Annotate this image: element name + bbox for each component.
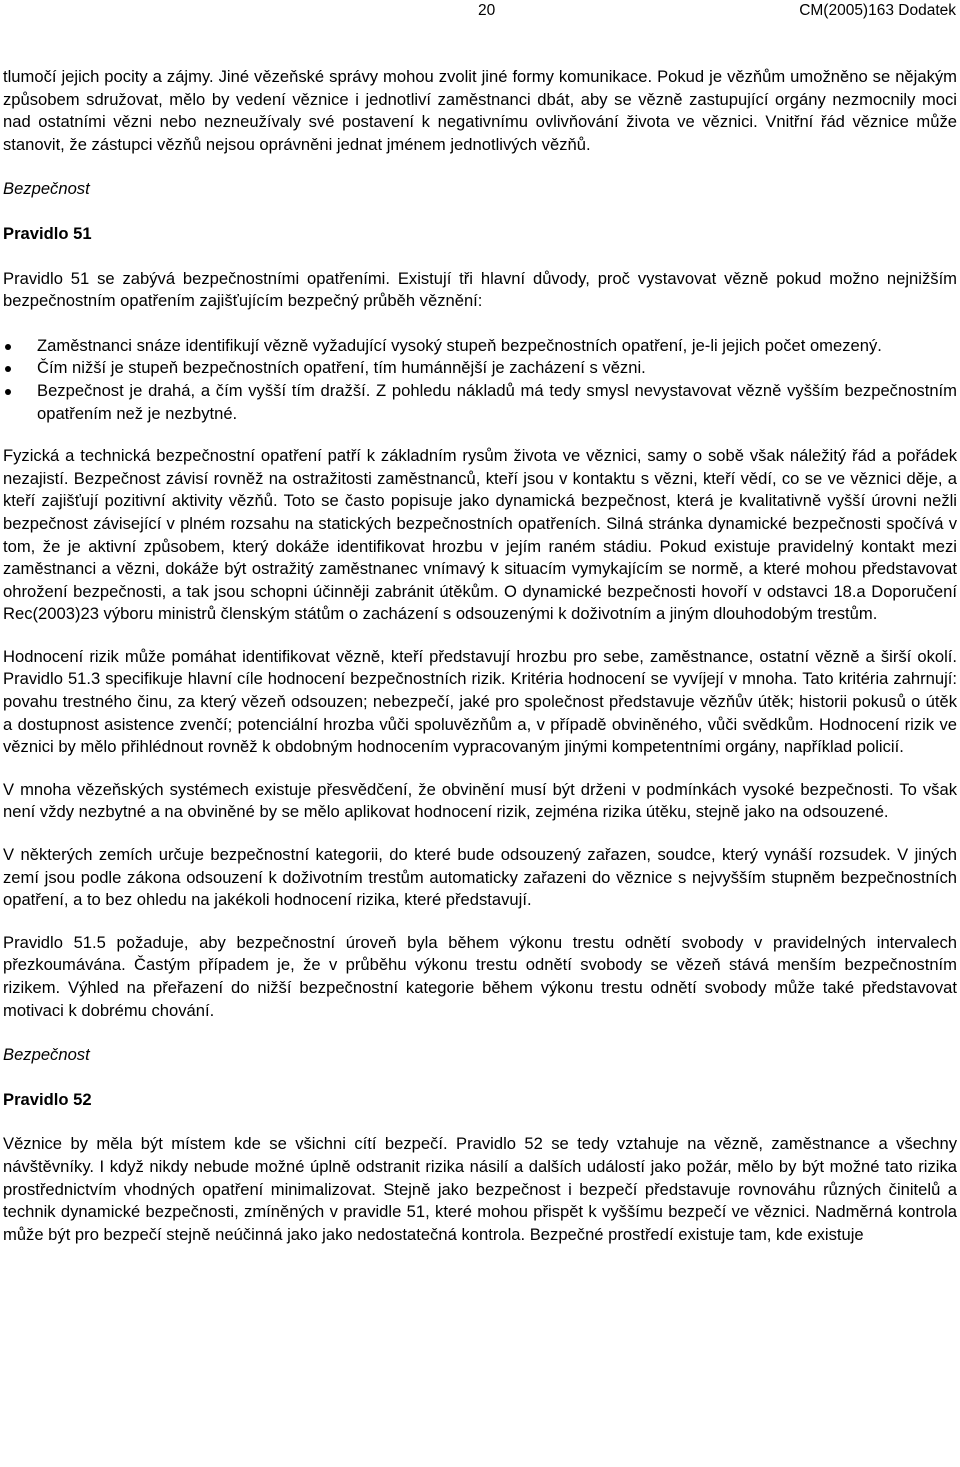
paragraph-risk-assessment: Hodnocení rizik může pomáhat identifikovat vězně, kteří představují hrozbu pro sebe, zaměstnance, ostatní vězně a širší okolí. Pravidlo 51.3 specifikuje hlavní cíle hodnocení bezpečnostních rizik. Kritéria hodnocení se vyvíjejí v mnoha. Tato kritéria zahrnují: povahu trestného činu, za který vězeň odsouzen; nebezpečí, jaké pro společnost představuje vězňův útěk; historii pokusů o útěk a dostupnost asistence zvenčí; potenciální hrozba vůči spoluvězňům a, v případě obviněného, vůči svědkům. Hodnocení rizik ve věznici by mělo přihlédnout rovněž k obdobným hodnocením vypracovaným jinými kompetentními orgány, například policií. [3, 646, 957, 757]
paragraph-security-category: V některých zemích určuje bezpečnostní kategorii, do které bude odsouzený zařazen, soudce, který vynáší rozsudek. V jiných zemí jsou podle zákona odsouzení k doživotním trestům automaticky zařazeni do věznice s nejvyšším stupněm bezpečnostních opatření, a to bez ohledu na jakékoli hodnocení rizika, které představují. [3, 845, 957, 910]
section-label-safety: Bezpečnost [3, 1045, 90, 1065]
list-item-text: Čím nižší je stupeň bezpečnostních opatření, tím humánnější je zacházení s vězni. [37, 358, 646, 378]
paragraph-representation: tlumočí jejich pocity a zájmy. Jiné vězeňské správy mohou zvolit jiné formy komunikace. Pokud je vězňům umožněno se nějakým způsobem sdružovat, mělo by vedení věznice i jednotliví zaměstnanci dbát, aby se vězně zastupující orgány nezmocnily moci nad ostatními vězni nebo nezneužívaly své postavení k negativnímu ovlivňování života ve věznici. Vnitřní řád věznice může stanovit, že zástupci vězňů nejsou oprávněni jednat jménem jednotlivých vězňů. [3, 67, 957, 154]
list-item [3, 380, 957, 425]
reasons-list [3, 335, 957, 425]
list-item-text: Bezpečnost je drahá, a čím vyšší tím dražší. Z pohledu nákladů má tedy smysl nevystavovat vězně vyšším bezpečnostním opatřením než je nezbytné. [37, 380, 957, 423]
rule-51-heading: Pravidlo 51 [3, 223, 92, 243]
bullet-icon [5, 366, 11, 372]
list-item-text: Zaměstnanci snáze identifikují vězně vyžadující vysoký stupeň bezpečnostních opatření, je-li jejich počet omezený. [37, 335, 882, 355]
bullet-icon [5, 389, 11, 395]
paragraph-dynamic-security: Fyzická a technická bezpečnostní opatření patří k základním rysům života ve věznici, samy o sobě však náležitý řád a pořádek nezajistí. Bezpečnost závisí rovněž na ostražitosti zaměstnanců, kteří jsou v kontaktu s vězni, kteří vědí, co se ve věznici děje, a kteří zajišťují pozitivní aktivity vězňů. Toto se často popisuje jako dynamická bezpečnost, která je kvalitativně vyšší úrovni nežli bezpečnost závisející v plném rozsahu na statických bezpečnostních opatřeních. Silná stránka dynamické bezpečnosti spočívá v tom, že je aktivní způsobem, který dokáže identifikovat hrozbu v jejím raném stádiu. Pokud existuje pravidelný kontakt mezi zaměstnanci a vězni, dokáže být ostražitý zaměstnanec vnímavý k situacím vymykajícím se normě, a které mohou představovat ohrožení bezpečnosti, a tak jsou schopni účinněji zabránit útěkům. O dynamické bezpečnosti hovoří v odstavci 18.a Doporučení Rec(2003)23 výboru ministrů členským státům o zacházení s odsouzenými k doživotním a jiným dlouhodobým trestům. [3, 446, 957, 624]
list-item [3, 357, 957, 380]
document-body [3, 66, 957, 1246]
paragraph-rule-51-intro: Pravidlo 51 se zabývá bezpečnostními opatřeními. Existují tři hlavní důvody, proč vystavovat vězně pokud možno nejnižším bezpečnostním opatřením zajišťujícím bezpečný průběh věznění: [3, 268, 957, 311]
bullet-icon [5, 344, 11, 350]
paragraph-accused-detention: V mnoha vězeňských systémech existuje přesvědčení, že obvinění musí být drženi v podmínkách vysoké bezpečnosti. To však není vždy nezbytné a na obviněné by se mělo aplikovat hodnocení rizik, zejména rizika útěku, stejně jako na odsouzené. [3, 779, 957, 822]
rule-52-heading: Pravidlo 52 [3, 1089, 92, 1109]
page-number: 20 [478, 2, 496, 19]
paragraph-rule-52: Věznice by měla být místem kde se všichni cítí bezpečí. Pravidlo 52 se tedy vztahuje na vězně, zaměstnance a všechny návštěvníky. I když nikdy nebude možné úplně odstranit rizika násilí a dalších událostí jako požár, mělo by být možné tato rizika prostřednictvím vhodných opatření minimalizovat. Stejně jako bezpečnost i bezpečí představuje rovnováhu různých činitelů a technik dynamické bezpečnosti, zmíněných v pravidle 51, které mohou přispět k vyššímu bezpečí ve věznici. Nadměrná kontrola může být pro bezpečí stejně neúčinná jako jako nedostatečná kontrola. Bezpečné prostředí existuje tam, kde existuje [3, 1134, 957, 1244]
page-header [0, 0, 960, 28]
list-item [3, 335, 957, 358]
document-reference: CM(2005)163 Dodatek [799, 2, 956, 19]
paragraph-rule-51-5: Pravidlo 51.5 požaduje, aby bezpečnostní úroveň byla během výkonu trestu odnětí svobody v pravidelných intervalech přezkoumávána. Častým případem je, že v průběhu výkonu trestu odnětí svobody se vězeň stává menším bezpečnostním rizikem. Výhled na přeřazení do nižší bezpečnostní kategorie během výkonu trestu odnětí svobody může také představovat motivaci k dobrému chování. [3, 932, 957, 1020]
section-label-security: Bezpečnost [3, 179, 90, 199]
